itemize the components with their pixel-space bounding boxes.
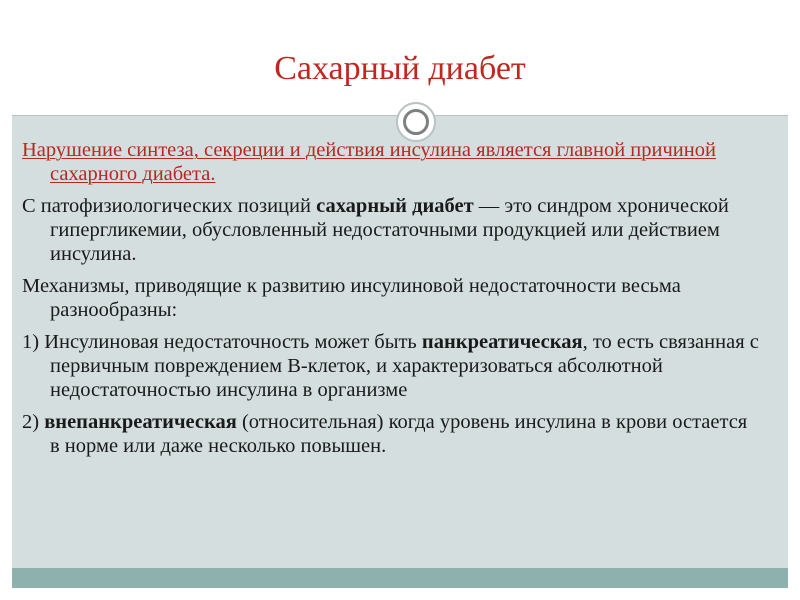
- mechanisms-paragraph: Механизмы, приводящие к развитию инсулиновой недостаточности весьма разнообразны:: [22, 275, 681, 321]
- circle-ornament-icon: [396, 102, 436, 142]
- lead-statement: Нарушение синтеза, секреции и действия инсулина является главной причиной сахарного диабета.: [22, 139, 716, 185]
- list-item-1-pre: 1) Инсулиновая недостаточность может быть: [22, 331, 422, 353]
- circle-ornament-ring: [403, 109, 429, 135]
- footer-bar: [12, 568, 788, 588]
- list-item-2-term: внепанкреатическая: [44, 411, 237, 433]
- definition-post: — это синдром хронической гипергликемии, обусловленный недостаточными продукцией или действием инсулина.: [50, 195, 729, 265]
- definition-pre: С патофизиологических позиций: [22, 195, 317, 217]
- slide-body: [22, 138, 762, 466]
- slide-title: Сахарный диабет: [274, 50, 526, 87]
- list-item-2: [22, 410, 762, 458]
- list-item-2-pre: 2): [22, 411, 45, 433]
- definition-term: сахарный диабет: [316, 195, 474, 217]
- list-item-2-post: (относительная) когда уровень инсулина в крови остается в норме или даже несколько повышен.: [50, 411, 748, 457]
- definition-paragraph: [22, 194, 762, 266]
- list-item-1-post: , то есть связанная с первичным повреждением В-клеток, и характеризоваться абсолютной недостаточностью инсулина в организме: [50, 331, 759, 401]
- title-area: [12, 12, 788, 116]
- list-item-1: [22, 330, 762, 402]
- list-item-1-term: панкреатическая: [421, 331, 583, 353]
